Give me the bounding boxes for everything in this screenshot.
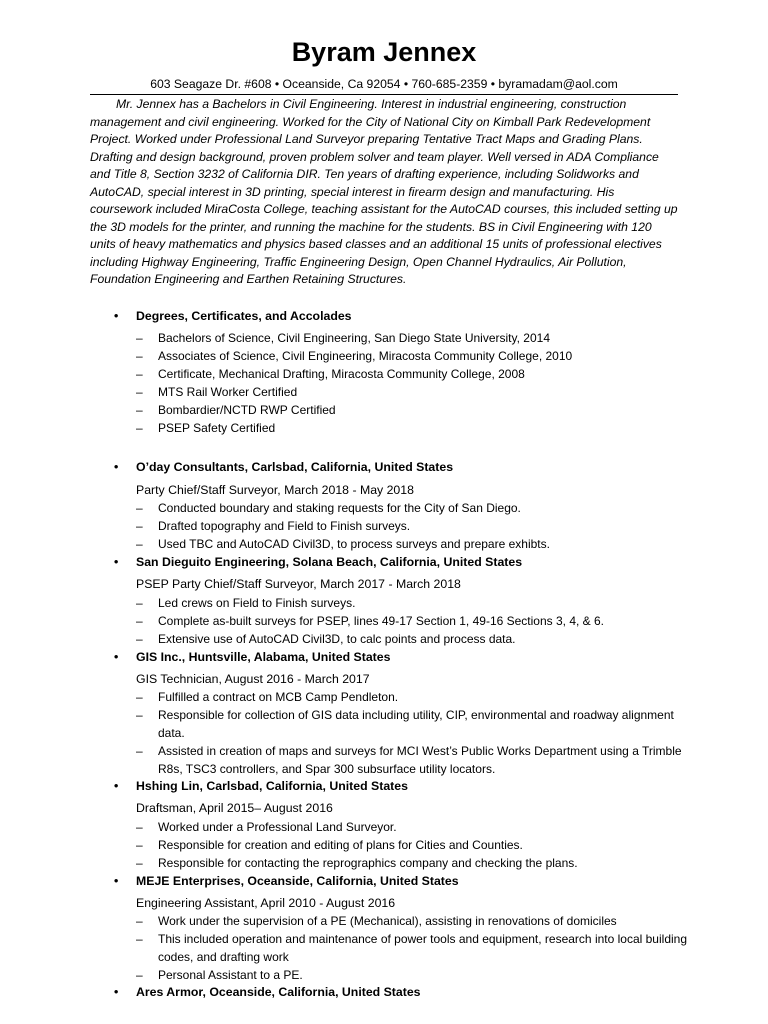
summary-paragraph: Mr. Jennex has a Bachelors in Civil Engineering. Interest in industrial engineering, construction management and civil engineering. Worked for the City of National City on Kimball Park Redevelopment Project. Worked under Professional Land Surveyor preparing Tentative Tract Maps and Grading Plans. Drafting and design background, proven problem solver and team player. Well versed in ADA Compliance and Title 8, Section 3232 of California DIR. Ten years of drafting experience, including Solidworks and AutoCAD, special interest in 3D printing, special interest in firearm design and manufacturing. His coursework included MiraCosta College, teaching assistant for the AutoCAD courses, this included setting up the 3D models for the printer, and running the machine for the students. BS in Civil Engineering with 120 units of heavy mathematics and physics based classes and an additional 15 units of professional electives including Highway Engineering, Traffic Engineering Design, Open Channel Hydraulics, Air Pollution, Foundation Engineering and Earthen Retaining Structures. bbox=[90, 97, 678, 286]
dash-icon: – bbox=[136, 421, 143, 435]
dash-icon: – bbox=[136, 820, 143, 834]
bullet-icon: • bbox=[114, 460, 119, 474]
job-role: PSEP Party Chief/Staff Surveyor, March 2017 - March 2018 bbox=[136, 577, 461, 591]
dash-icon: – bbox=[136, 367, 143, 381]
dash-icon: – bbox=[136, 501, 143, 515]
bullet-icon: • bbox=[114, 309, 119, 323]
company-name: GIS Inc., Huntsville, Alabama, United States bbox=[136, 650, 391, 664]
company-name: San Dieguito Engineering, Solana Beach, California, United States bbox=[136, 555, 523, 569]
dash-icon: – bbox=[136, 838, 143, 852]
dash-icon: – bbox=[136, 708, 143, 722]
company-name: Hshing Lin, Carlsbad, California, United States bbox=[136, 779, 408, 793]
bullet-icon: • bbox=[114, 779, 119, 793]
dash-icon: – bbox=[136, 932, 143, 946]
dash-icon: – bbox=[136, 385, 143, 399]
company-name: MEJE Enterprises, Oceanside, California, United States bbox=[136, 874, 459, 888]
dash-icon: – bbox=[136, 914, 143, 928]
dash-icon: – bbox=[136, 632, 143, 646]
bullet-icon: • bbox=[114, 650, 119, 664]
dash-icon: – bbox=[136, 403, 143, 417]
header-divider bbox=[90, 94, 678, 95]
job-role: Party Chief/Staff Surveyor, March 2018 - May 2018 bbox=[136, 483, 414, 497]
company-name: O’day Consultants, Carlsbad, California, United States bbox=[136, 460, 454, 474]
dash-icon: – bbox=[136, 614, 143, 628]
job-role: Draftsman, April 2015– August 2016 bbox=[136, 801, 333, 815]
contact-line: 603 Seagaze Dr. #608 • Oceanside, Ca 92054 • 760-685-2359 • byramadam@aol.com bbox=[150, 77, 618, 91]
candidate-name: Byram Jennex bbox=[291, 37, 477, 67]
dash-icon: – bbox=[136, 968, 143, 982]
job-role: GIS Technician, August 2016 - March 2017 bbox=[136, 672, 370, 686]
dash-icon: – bbox=[136, 856, 143, 870]
dash-icon: – bbox=[136, 690, 143, 704]
dash-icon: – bbox=[136, 596, 143, 610]
bullet-icon: • bbox=[114, 874, 119, 888]
section-title: Degrees, Certificates, and Accolades bbox=[136, 309, 352, 323]
company-name: Ares Armor, Oceanside, California, United States bbox=[136, 985, 421, 999]
dash-icon: – bbox=[136, 537, 143, 551]
dash-icon: – bbox=[136, 519, 143, 533]
bullet-icon: • bbox=[114, 985, 119, 999]
dash-icon: – bbox=[136, 349, 143, 363]
dash-icon: – bbox=[136, 744, 143, 758]
dash-icon: – bbox=[136, 331, 143, 345]
resume-page: Byram Jennex 603 Seagaze Dr. #608 • Oceanside, Ca 92054 • 760-685-2359 • byramadam@aol.com Mr. Jennex has a Bachelors in Civil Engineering. Interest in industrial engineering, construction management and civil engineering. Worked for the City of National City on Kimball Park Redevelopment Project. Worked under Professional Land Surveyor preparing Tentative Tract Maps and Grading Plans. Drafting and design background, proven problem solver and team player. Well versed in ADA Compliance and Title 8, Section 3232 of California DIR. Ten years of drafting experience, including Solidworks and AutoCAD, special interest in 3D printing, special interest in firearm design and manufacturing. His coursework included MiraCosta College, teaching assistant for the AutoCAD courses, this included setting up the 3D models for the printer, and running the machine for the students. BS in Civil Engineering with 120 units of heavy mathematics and physics based classes and an additional 15 units of professional electives including Highway Engineering, Traffic Engineering Design, Open Channel Hydraulics, Air Pollution, Foundation Engineering and Earthen Retaining Structures. • Degrees, Certificates, and Accolades – Bachelors of Science, Civil Engineering, San Diego State University, 2014 – Associates of Science, Civil Engineering, Miracosta Community College, 2010 – Certificate, Mechanical Drafting, Miracosta Community College, 2008 – MTS Rail Worker Certified – Bombardier/NCTD RWP Certified – PSEP Safety Certified • O’day Consultants, Carlsbad, California, United States Party Chief/Staff Surveyor, March 2018 - May 2018 – Conducted boundary and staking requests for the City of San Diego. – Drafted topography and Field to Finish surveys. – Used TBC and AutoCAD Civil3D, to process surveys and prepare exhibts. • San Dieguito Engineering, Solana Beach, California, United States PSEP Party Chief/Staff Surveyor, March 2017 - March 2018 – Led crews on Field to Finish surveys. – Complete as-built surveys for PSEP, lines 49-17 Section 1, 49-16 Sections 3, 4, & 6. – Extensive use of AutoCAD Civil3D, to calc points and process data. • GIS Inc., Huntsville, Alabama, United States GIS Technician, August 2016 - March 2017 – Fulfilled a contract on MCB Camp Pendleton. – Responsible for collection of GIS data including utility, CIP, environmental and roadway alignment data. – Assisted in creation of maps and surveys for MCI West’s Public Works Department using a Trimble R8s, TSC3 controllers, and Spar 300 subsurface utility locators. • Hshing Lin, Carlsbad, California, United States Draftsman, April 2015– August 2016 – Worked under a Professional Land Surveyor. – Responsible for creation and editing of plans for Cities and Counties. – Responsible for contacting the reprographics company and checking the plans. • MEJE Enterprises, Oceanside, California, United States Engineering Assistant, April 2010 - August 2016 – Work under the supervision of a PE (Mechanical), assisting in renovations of domiciles – This included operation and maintenance of power tools and equipment, research into local building codes, and drafting work – Personal Assistant to a PE. • Ares Armor, Oceanside, California, United States bbox=[0, 0, 768, 1024]
bullet-icon: • bbox=[114, 555, 119, 569]
job-role: Engineering Assistant, April 2010 - August 2016 bbox=[136, 896, 396, 910]
